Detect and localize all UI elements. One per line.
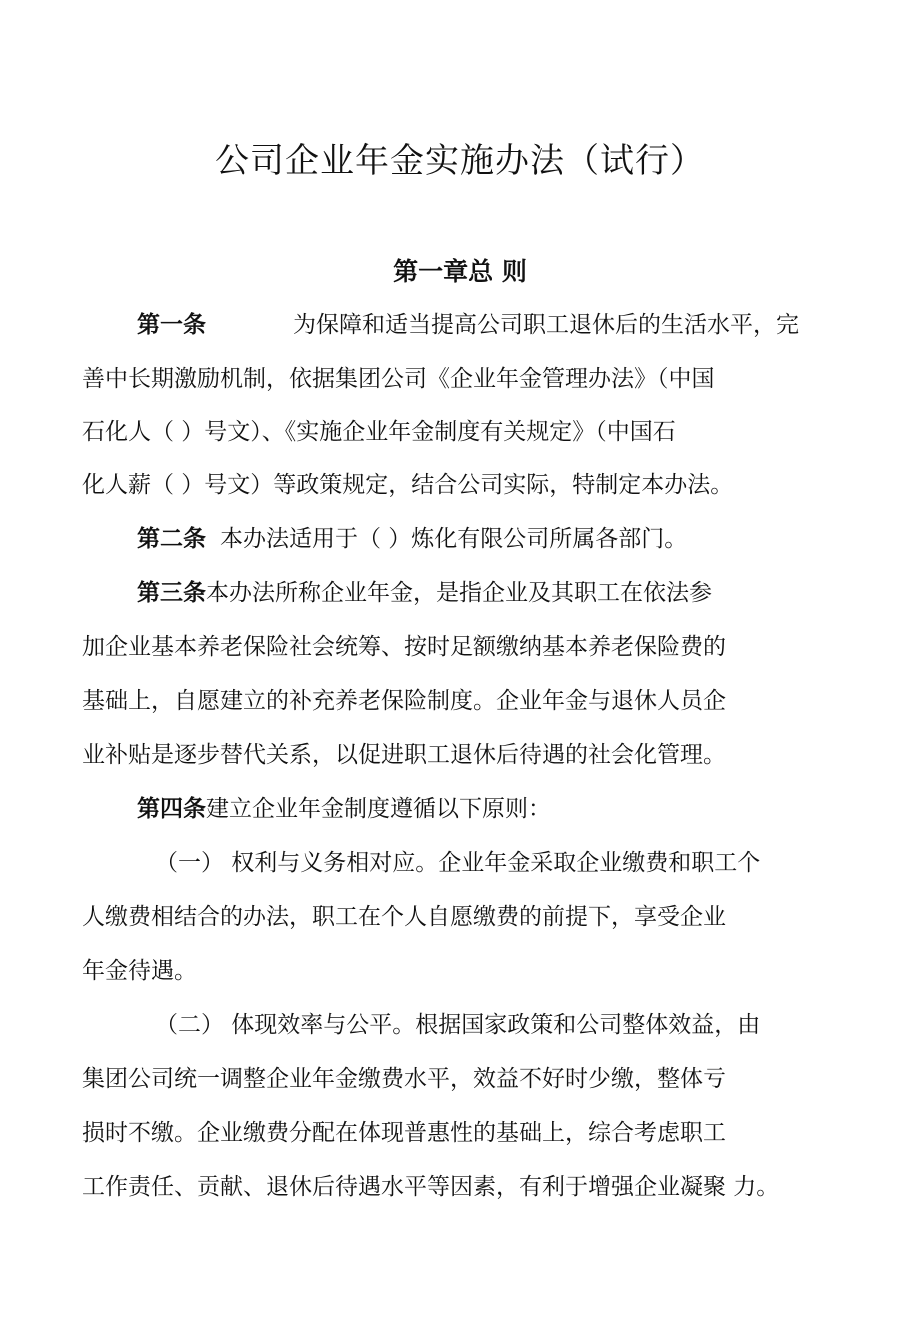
principle-1-line-2: 人缴费相结合的办法，职工在个人自愿缴费的前提下，享受企业 bbox=[82, 904, 726, 930]
article-2-line bbox=[137, 524, 687, 554]
principle-2-line-2: 集团公司统一调整企业年金缴费水平，效益不好时少缴，整体亏 bbox=[82, 1066, 726, 1092]
principle-1-line-3: 年金待遇。 bbox=[82, 958, 197, 984]
article-1-line-3: 石化人（ ）号文）、《实施企业年金制度有关规定》（中国石 bbox=[82, 419, 676, 445]
article-2-heading: 第二条 bbox=[137, 526, 206, 552]
article-3-line-3: 基础上，自愿建立的补充养老保险制度。企业年金与退休人员企 bbox=[82, 688, 726, 714]
principle-2-line-3: 损时不缴。企业缴费分配在体现普惠性的基础上，综合考虑职工 bbox=[82, 1120, 726, 1146]
article-3-line-2: 加企业基本养老保险社会统筹、按时足额缴纳基本养老保险费的 bbox=[82, 634, 726, 660]
article-1-heading: 第一条 bbox=[137, 312, 206, 338]
article-4-heading: 第四条 bbox=[137, 796, 206, 822]
article-3-line-4: 业补贴是逐步替代关系，以促进职工退休后待遇的社会化管理。 bbox=[82, 742, 726, 768]
article-4-text: 建立企业年金制度遵循以下原则： bbox=[206, 796, 551, 822]
principle-2-line-4: 工作责任、贡献、退休后待遇水平等因素，有利于增强企业凝聚 力。 bbox=[82, 1174, 780, 1200]
article-3-text: 本办法所称企业年金，是指企业及其职工在依法参 bbox=[206, 580, 712, 606]
document-title: 公司企业年金实施办法（试行） bbox=[215, 141, 705, 181]
article-1-line-1 bbox=[137, 310, 799, 340]
article-3-line-1 bbox=[137, 578, 712, 608]
article-3-heading: 第三条 bbox=[137, 580, 206, 606]
chapter-heading: 第一章总 则 bbox=[393, 257, 527, 286]
article-4-line bbox=[137, 794, 551, 824]
article-2-text: 本办法适用于（ ）炼化有限公司所属各部门。 bbox=[220, 526, 688, 552]
principle-1-line-1: （一） 权利与义务相对应。企业年金采取企业缴费和职工个 bbox=[155, 850, 761, 876]
article-1-line-4: 化人薪（ ）号文）等政策规定，结合公司实际，特制定本办法。 bbox=[82, 472, 734, 498]
principle-2-line-1: （二） 体现效率与公平。根据国家政策和公司整体效益，由 bbox=[155, 1012, 761, 1038]
article-1-line-2: 善中长期激励机制，依据集团公司《企业年金管理办法》（中国 bbox=[82, 366, 715, 392]
article-1-text: 为保障和适当提高公司职工退休后的生活水平，完 bbox=[293, 312, 799, 338]
